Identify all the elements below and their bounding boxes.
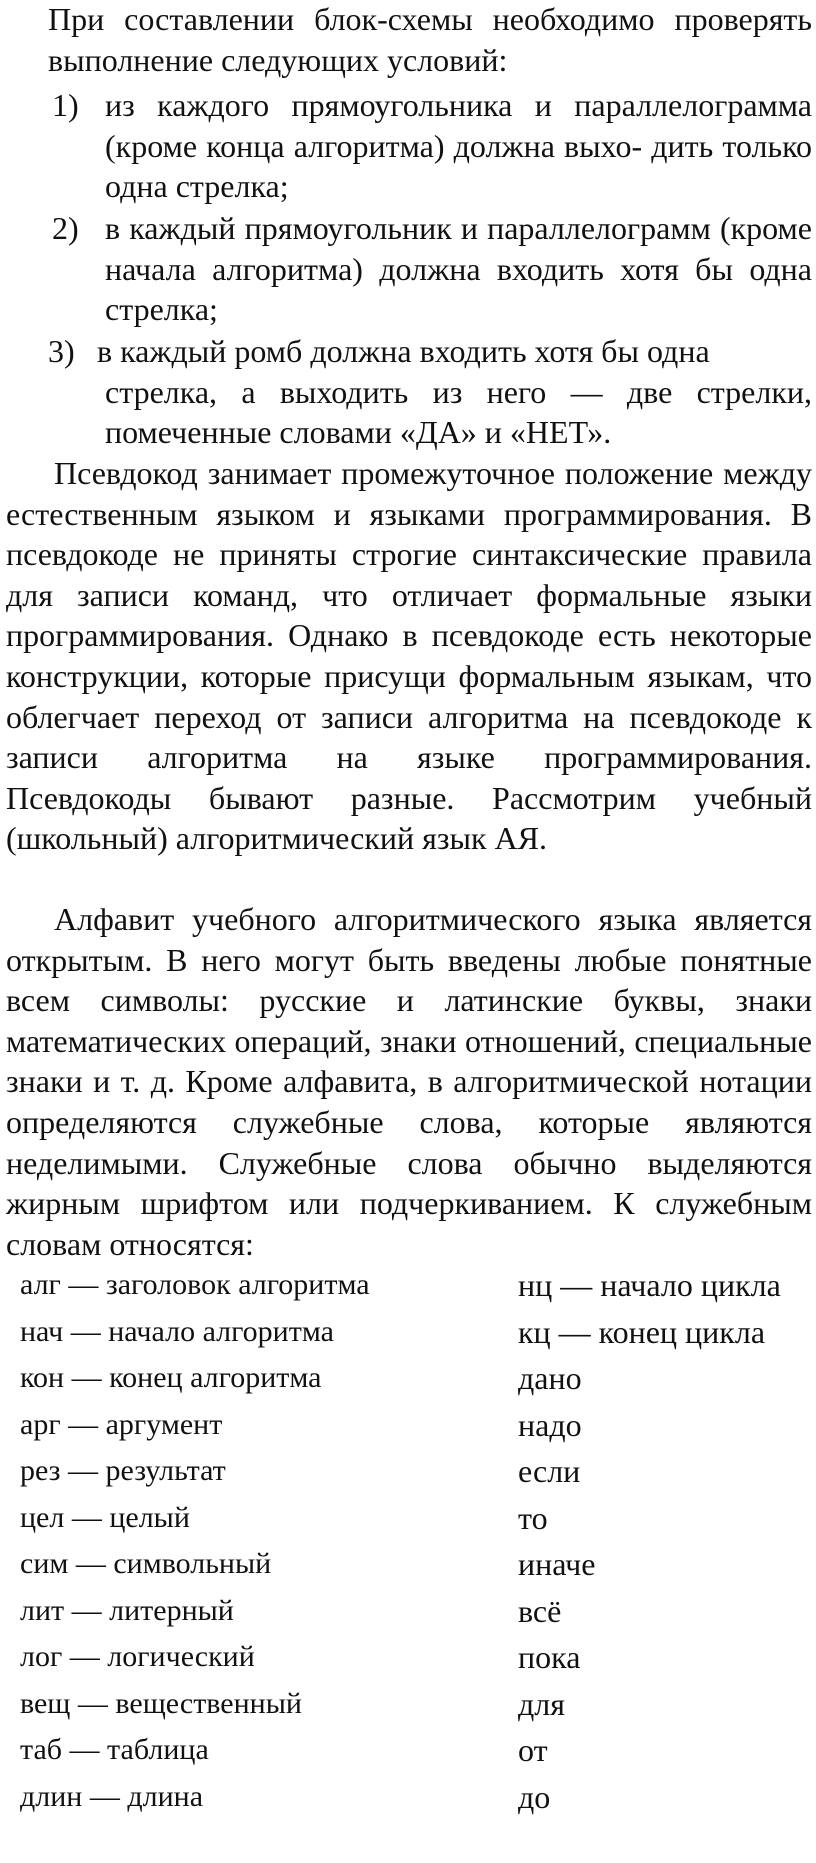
keyword-item: то	[518, 1499, 548, 1536]
intro-paragraph: При составлении блок-схемы необходимо проверять выполнение следующих условий:	[48, 1, 812, 78]
keyword-item: лит — литерный	[20, 1593, 234, 1627]
condition-number: 3)	[48, 333, 75, 369]
condition-number: 1)	[52, 87, 79, 123]
keyword-item: арг — аргумент	[20, 1407, 223, 1441]
keyword-item: если	[518, 1453, 581, 1489]
condition-text: из каждого прямоугольника и параллелограмма (кроме конца алгоритма) должна выхо- дить только одна стрелка;	[105, 87, 812, 205]
keyword-item: сим — символьный	[20, 1547, 272, 1580]
keyword-item: надо	[518, 1406, 582, 1443]
keyword-item: лог — логический	[20, 1640, 255, 1673]
keyword-item: таб — таблица	[20, 1733, 209, 1766]
keyword-item: дано	[518, 1360, 582, 1396]
keyword-item: для	[518, 1685, 565, 1722]
keyword-item: алг — заголовок алгоритма	[20, 1268, 370, 1301]
condition-item-2	[52, 208, 812, 330]
keyword-column-right	[518, 1267, 781, 1828]
condition-item-3	[48, 331, 812, 453]
keyword-item: всё	[518, 1592, 562, 1629]
keyword-column-left	[20, 1270, 370, 1828]
condition-text: в каждый прямоугольник и параллелограмм (кроме начала алгоритма) должна входить хотя бы одна стрелка;	[105, 210, 812, 328]
keyword-item: нач — начало алгоритма	[20, 1314, 334, 1348]
keyword-item: длин — длина	[20, 1779, 204, 1813]
alphabet-paragraph: Алфавит учебного алгоритмического языка является открытым. В него могут быть введены любые понятные всем символы: русские и латинские буквы, знаки математических операций, знаки отношений, специальные знаки и т. д. Кроме алфавита, в алгоритмической нотации определяются служебные слова, которые являются неделимыми. Служебные слова обычно выделяются жирным шрифтом или подчеркиванием. К служебным словам относятся:	[6, 901, 812, 1262]
keyword-item: иначе	[518, 1546, 596, 1582]
keyword-item: вещ — вещественный	[20, 1686, 302, 1720]
keyword-item: кц — конец цикла	[518, 1313, 766, 1350]
keyword-item: пока	[518, 1639, 581, 1675]
keyword-item: от	[518, 1732, 548, 1768]
condition-number: 2)	[52, 210, 79, 246]
keyword-item: нц — начало цикла	[518, 1267, 781, 1303]
condition-text: стрелка, а выходить из него — две стрелки, помеченные словами «ДА» и «НЕТ».	[105, 373, 812, 451]
condition-lead-text: в каждый ромб должна входить хотя бы одна	[97, 333, 710, 369]
keyword-item: цел — целый	[20, 1500, 190, 1534]
pseudocode-paragraph: Псевдокод занимает промежуточное положение между естественным языком и языками программирования. В псевдокоде не приняты строгие синтаксические правила для записи команд, что отличает формальные языки программирования. Однако в псевдокоде есть некоторые конструкции, которые присущи формальным языкам, что облегчает переход от записи алгоритма на псевдокоде к записи алгоритма на языке программирования. Псевдокоды бывают разные. Рассмотрим учебный (школьный) алгоритмический язык АЯ.	[6, 455, 812, 857]
keyword-item: кон — конец алгоритма	[20, 1361, 322, 1394]
keyword-item: рез — результат	[20, 1454, 226, 1487]
condition-item-1	[52, 85, 812, 207]
keyword-item: до	[518, 1778, 551, 1815]
